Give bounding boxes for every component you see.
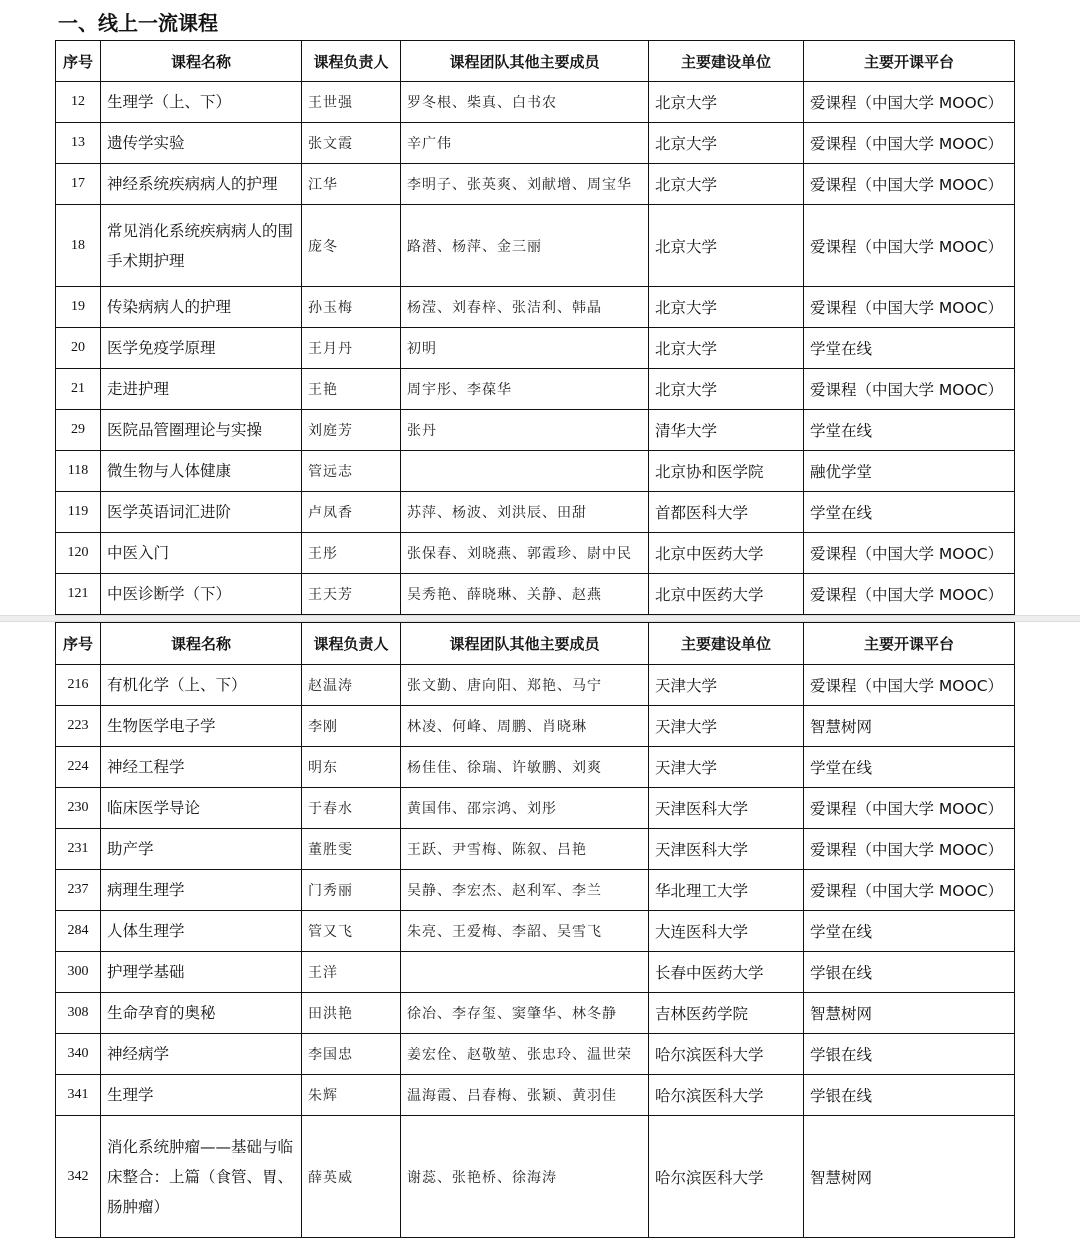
course-lead-cell: 王世强 xyxy=(302,82,401,123)
course-number-cell: 118 xyxy=(56,451,101,492)
table-row xyxy=(56,574,1015,615)
table-row xyxy=(56,492,1015,533)
course-lead-cell: 田洪艳 xyxy=(302,993,401,1034)
course-lead-cell: 门秀丽 xyxy=(302,870,401,911)
course-name-cell: 微生物与人体健康 xyxy=(101,451,302,492)
table-row xyxy=(56,870,1015,911)
course-number-cell: 20 xyxy=(56,328,101,369)
construction-unit-cell: 首都医科大学 xyxy=(649,492,804,533)
course-platform-cell: 爱课程（中国大学 MOOC） xyxy=(804,123,1015,164)
course-number-cell: 12 xyxy=(56,82,101,123)
construction-unit-cell: 华北理工大学 xyxy=(649,870,804,911)
course-name-cell: 病理生理学 xyxy=(101,870,302,911)
team-members-cell xyxy=(401,952,649,993)
table-row xyxy=(56,369,1015,410)
course-platform-cell: 爱课程（中国大学 MOOC） xyxy=(804,870,1015,911)
course-platform-cell: 学银在线 xyxy=(804,952,1015,993)
course-platform-cell: 智慧树网 xyxy=(804,1116,1015,1238)
course-platform-cell: 爱课程（中国大学 MOOC） xyxy=(804,665,1015,706)
course-lead-cell: 张文霞 xyxy=(302,123,401,164)
team-members-cell: 吴静、李宏杰、赵利军、李兰 xyxy=(401,870,649,911)
course-name-cell: 遗传学实验 xyxy=(101,123,302,164)
col-header-course-name: 课程名称 xyxy=(101,623,302,665)
team-members-cell: 杨滢、刘春梓、张洁利、韩晶 xyxy=(401,287,649,328)
course-lead-cell: 王天芳 xyxy=(302,574,401,615)
course-platform-cell: 学堂在线 xyxy=(804,492,1015,533)
course-name-cell: 医学免疫学原理 xyxy=(101,328,302,369)
course-lead-cell: 庞冬 xyxy=(302,205,401,287)
course-name-cell: 中医入门 xyxy=(101,533,302,574)
col-header-platform: 主要开课平台 xyxy=(804,41,1015,82)
course-name-cell: 医学英语词汇进阶 xyxy=(101,492,302,533)
course-lead-cell: 王彤 xyxy=(302,533,401,574)
team-members-cell: 张丹 xyxy=(401,410,649,451)
course-name-cell: 有机化学（上、下） xyxy=(101,665,302,706)
team-members-cell: 李明子、张英爽、刘献增、周宝华 xyxy=(401,164,649,205)
col-header-course-lead: 课程负责人 xyxy=(302,41,401,82)
course-number-cell: 19 xyxy=(56,287,101,328)
team-members-cell: 苏萍、杨波、刘洪辰、田甜 xyxy=(401,492,649,533)
course-platform-cell: 爱课程（中国大学 MOOC） xyxy=(804,533,1015,574)
course-table-1 xyxy=(55,40,1015,615)
course-name-cell: 常见消化系统疾病病人的围手术期护理 xyxy=(101,205,302,287)
course-platform-cell: 学堂在线 xyxy=(804,911,1015,952)
construction-unit-cell: 北京大学 xyxy=(649,123,804,164)
team-members-cell: 吴秀艳、薛晓琳、关静、赵燕 xyxy=(401,574,649,615)
construction-unit-cell: 天津大学 xyxy=(649,706,804,747)
course-name-cell: 神经系统疾病病人的护理 xyxy=(101,164,302,205)
construction-unit-cell: 北京大学 xyxy=(649,164,804,205)
col-header-unit: 主要建设单位 xyxy=(649,623,804,665)
construction-unit-cell: 哈尔滨医科大学 xyxy=(649,1116,804,1238)
team-members-cell: 姜宏佺、赵敬堃、张忠玲、温世荣 xyxy=(401,1034,649,1075)
table-row xyxy=(56,1116,1015,1238)
col-header-team-members: 课程团队其他主要成员 xyxy=(401,41,649,82)
course-number-cell: 300 xyxy=(56,952,101,993)
team-members-cell: 黄国伟、邵宗鸿、刘彤 xyxy=(401,788,649,829)
course-lead-cell: 朱辉 xyxy=(302,1075,401,1116)
construction-unit-cell: 天津大学 xyxy=(649,747,804,788)
course-lead-cell: 薛英威 xyxy=(302,1116,401,1238)
construction-unit-cell: 天津大学 xyxy=(649,665,804,706)
table-row xyxy=(56,952,1015,993)
table-row xyxy=(56,164,1015,205)
table-row xyxy=(56,993,1015,1034)
course-name-cell: 临床医学导论 xyxy=(101,788,302,829)
construction-unit-cell: 吉林医药学院 xyxy=(649,993,804,1034)
team-members-cell: 杨佳佳、徐瑞、许敏鹏、刘爽 xyxy=(401,747,649,788)
construction-unit-cell: 哈尔滨医科大学 xyxy=(649,1034,804,1075)
course-number-cell: 216 xyxy=(56,665,101,706)
course-lead-cell: 李国忠 xyxy=(302,1034,401,1075)
course-platform-cell: 学堂在线 xyxy=(804,410,1015,451)
course-number-cell: 29 xyxy=(56,410,101,451)
table-row xyxy=(56,788,1015,829)
construction-unit-cell: 北京中医药大学 xyxy=(649,533,804,574)
table-row xyxy=(56,829,1015,870)
team-members-cell: 初明 xyxy=(401,328,649,369)
table-row xyxy=(56,1075,1015,1116)
team-members-cell: 温海霞、吕春梅、张颖、黄羽佳 xyxy=(401,1075,649,1116)
course-platform-cell: 爱课程（中国大学 MOOC） xyxy=(804,205,1015,287)
team-members-cell: 徐冶、李存玺、窦肇华、林冬静 xyxy=(401,993,649,1034)
course-lead-cell: 刘庭芳 xyxy=(302,410,401,451)
team-members-cell: 路潜、杨萍、金三丽 xyxy=(401,205,649,287)
construction-unit-cell: 北京大学 xyxy=(649,287,804,328)
course-name-cell: 传染病病人的护理 xyxy=(101,287,302,328)
course-name-cell: 中医诊断学（下） xyxy=(101,574,302,615)
course-lead-cell: 王洋 xyxy=(302,952,401,993)
col-header-team-members: 课程团队其他主要成员 xyxy=(401,623,649,665)
course-platform-cell: 爱课程（中国大学 MOOC） xyxy=(804,574,1015,615)
course-platform-cell: 学堂在线 xyxy=(804,747,1015,788)
team-members-cell: 朱亮、王爱梅、李韶、吴雪飞 xyxy=(401,911,649,952)
team-members-cell: 王跃、尹雪梅、陈叙、吕艳 xyxy=(401,829,649,870)
table-row xyxy=(56,410,1015,451)
course-name-cell: 消化系统肿瘤——基础与临床整合：上篇（食管、胃、肠肿瘤） xyxy=(101,1116,302,1238)
construction-unit-cell: 北京中医药大学 xyxy=(649,574,804,615)
course-name-cell: 护理学基础 xyxy=(101,952,302,993)
construction-unit-cell: 大连医科大学 xyxy=(649,911,804,952)
course-number-cell: 237 xyxy=(56,870,101,911)
construction-unit-cell: 北京协和医学院 xyxy=(649,451,804,492)
course-platform-cell: 智慧树网 xyxy=(804,993,1015,1034)
construction-unit-cell: 北京大学 xyxy=(649,205,804,287)
table-row xyxy=(56,533,1015,574)
course-lead-cell: 明东 xyxy=(302,747,401,788)
team-members-cell: 罗冬根、柴真、白书农 xyxy=(401,82,649,123)
course-name-cell: 生理学（上、下） xyxy=(101,82,302,123)
course-platform-cell: 爱课程（中国大学 MOOC） xyxy=(804,829,1015,870)
course-platform-cell: 爱课程（中国大学 MOOC） xyxy=(804,287,1015,328)
table-row xyxy=(56,287,1015,328)
table-row xyxy=(56,451,1015,492)
section-heading: 一、线上一流课程 xyxy=(58,11,218,35)
col-header-course-name: 课程名称 xyxy=(101,41,302,82)
course-number-cell: 342 xyxy=(56,1116,101,1238)
team-members-cell: 辛广伟 xyxy=(401,123,649,164)
course-name-cell: 神经工程学 xyxy=(101,747,302,788)
team-members-cell: 林凌、何峰、周鹏、肖晓琳 xyxy=(401,706,649,747)
col-header-platform: 主要开课平台 xyxy=(804,623,1015,665)
course-platform-cell: 智慧树网 xyxy=(804,706,1015,747)
course-table-2 xyxy=(55,622,1015,1238)
course-lead-cell: 管又飞 xyxy=(302,911,401,952)
course-name-cell: 生理学 xyxy=(101,1075,302,1116)
course-name-cell: 医院品管圈理论与实操 xyxy=(101,410,302,451)
course-name-cell: 助产学 xyxy=(101,829,302,870)
table-row xyxy=(56,706,1015,747)
col-header-unit: 主要建设单位 xyxy=(649,41,804,82)
team-members-cell: 张文勤、唐向阳、郑艳、马宁 xyxy=(401,665,649,706)
course-lead-cell: 董胜雯 xyxy=(302,829,401,870)
course-platform-cell: 爱课程（中国大学 MOOC） xyxy=(804,369,1015,410)
course-number-cell: 21 xyxy=(56,369,101,410)
course-platform-cell: 爱课程（中国大学 MOOC） xyxy=(804,164,1015,205)
course-number-cell: 120 xyxy=(56,533,101,574)
course-number-cell: 13 xyxy=(56,123,101,164)
course-lead-cell: 王月丹 xyxy=(302,328,401,369)
course-number-cell: 341 xyxy=(56,1075,101,1116)
table-row xyxy=(56,665,1015,706)
course-platform-cell: 学堂在线 xyxy=(804,328,1015,369)
course-number-cell: 18 xyxy=(56,205,101,287)
course-lead-cell: 孙玉梅 xyxy=(302,287,401,328)
course-number-cell: 308 xyxy=(56,993,101,1034)
course-platform-cell: 学银在线 xyxy=(804,1034,1015,1075)
course-number-cell: 340 xyxy=(56,1034,101,1075)
course-number-cell: 223 xyxy=(56,706,101,747)
table-row xyxy=(56,205,1015,287)
course-platform-cell: 爱课程（中国大学 MOOC） xyxy=(804,82,1015,123)
course-lead-cell: 赵温涛 xyxy=(302,665,401,706)
table-header-row xyxy=(56,623,1015,665)
course-platform-cell: 融优学堂 xyxy=(804,451,1015,492)
course-number-cell: 230 xyxy=(56,788,101,829)
course-name-cell: 人体生理学 xyxy=(101,911,302,952)
construction-unit-cell: 长春中医药大学 xyxy=(649,952,804,993)
col-header-number: 序号 xyxy=(56,41,101,82)
col-header-number: 序号 xyxy=(56,623,101,665)
table-row xyxy=(56,82,1015,123)
course-number-cell: 224 xyxy=(56,747,101,788)
construction-unit-cell: 北京大学 xyxy=(649,82,804,123)
col-header-course-lead: 课程负责人 xyxy=(302,623,401,665)
team-members-cell: 谢蕊、张艳桥、徐海涛 xyxy=(401,1116,649,1238)
construction-unit-cell: 清华大学 xyxy=(649,410,804,451)
table-row xyxy=(56,911,1015,952)
course-number-cell: 231 xyxy=(56,829,101,870)
construction-unit-cell: 天津医科大学 xyxy=(649,788,804,829)
course-name-cell: 走进护理 xyxy=(101,369,302,410)
table-row xyxy=(56,123,1015,164)
team-members-cell xyxy=(401,451,649,492)
construction-unit-cell: 北京大学 xyxy=(649,328,804,369)
construction-unit-cell: 天津医科大学 xyxy=(649,829,804,870)
course-lead-cell: 江华 xyxy=(302,164,401,205)
course-number-cell: 119 xyxy=(56,492,101,533)
course-number-cell: 284 xyxy=(56,911,101,952)
course-lead-cell: 管远志 xyxy=(302,451,401,492)
course-number-cell: 17 xyxy=(56,164,101,205)
course-number-cell: 121 xyxy=(56,574,101,615)
course-name-cell: 神经病学 xyxy=(101,1034,302,1075)
team-members-cell: 周宇彤、李葆华 xyxy=(401,369,649,410)
course-lead-cell: 王艳 xyxy=(302,369,401,410)
course-name-cell: 生命孕育的奥秘 xyxy=(101,993,302,1034)
table-header-row xyxy=(56,41,1015,82)
table-row xyxy=(56,328,1015,369)
page-separator xyxy=(0,615,1080,622)
construction-unit-cell: 哈尔滨医科大学 xyxy=(649,1075,804,1116)
team-members-cell: 张保春、刘晓燕、郭霞珍、尉中民 xyxy=(401,533,649,574)
table-row xyxy=(56,1034,1015,1075)
course-lead-cell: 于春水 xyxy=(302,788,401,829)
course-name-cell: 生物医学电子学 xyxy=(101,706,302,747)
construction-unit-cell: 北京大学 xyxy=(649,369,804,410)
course-lead-cell: 李刚 xyxy=(302,706,401,747)
table-row xyxy=(56,747,1015,788)
course-platform-cell: 爱课程（中国大学 MOOC） xyxy=(804,788,1015,829)
course-platform-cell: 学银在线 xyxy=(804,1075,1015,1116)
course-lead-cell: 卢凤香 xyxy=(302,492,401,533)
